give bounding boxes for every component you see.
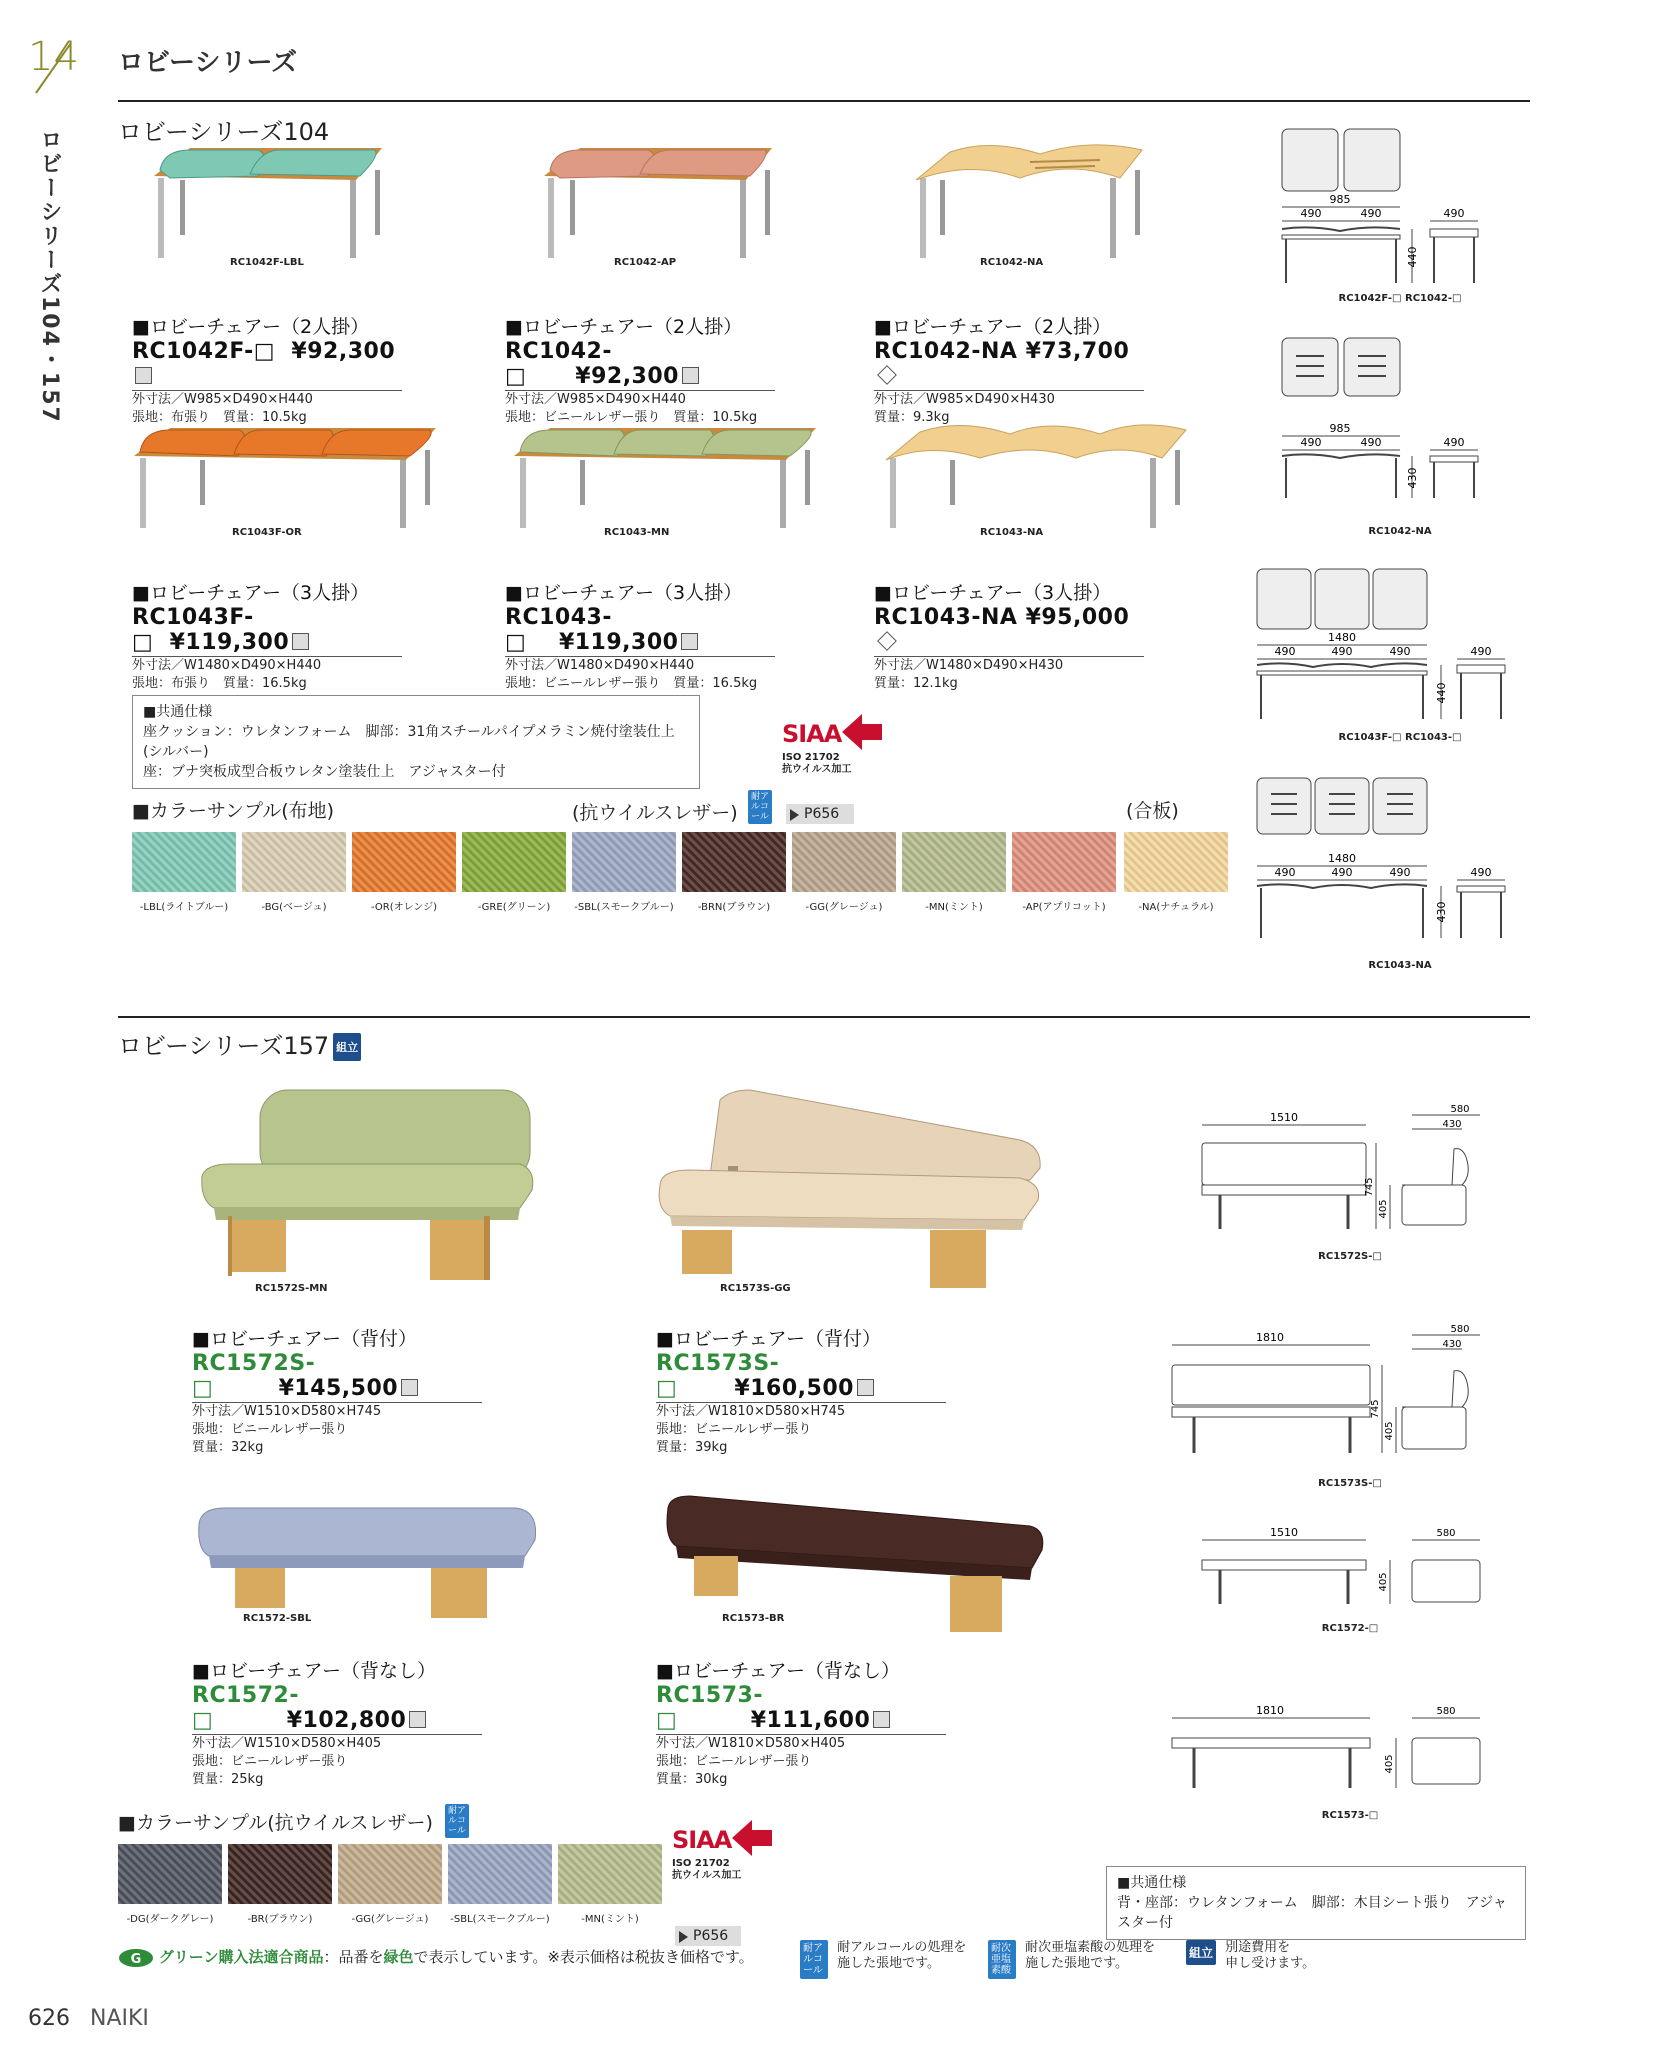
color-label-fabric: ■カラーサンプル(布地) <box>132 800 335 822</box>
model-label-1: RC1042F-LBL <box>230 257 304 268</box>
page-number: 626 <box>28 2006 70 2031</box>
product-name: ■ロビーチェアー（背なし） <box>656 1660 901 1682</box>
color-swatch <box>558 1844 662 1904</box>
swatch-caption: -BRN(ブラウン) <box>697 902 771 913</box>
model-label-3: RC1042-NA <box>980 257 1044 268</box>
ref-tag-157[interactable]: P656 <box>675 1926 741 1946</box>
color-label-157: ■カラーサンプル(抗ウイルスレザー) <box>118 1812 433 1834</box>
product-rc1043 <box>505 578 775 693</box>
product-rc1573s <box>656 1324 946 1457</box>
product-code <box>192 1351 482 1401</box>
dim-h: 745 <box>1370 1399 1381 1419</box>
common-spec-104 <box>132 695 700 789</box>
spec-dimensions: 外寸法／W1510×D580×H745 <box>192 1404 382 1419</box>
image-rc1043f-or <box>130 420 440 530</box>
diagram-rc1572 <box>1190 1520 1520 1610</box>
square-mark-icon <box>682 367 699 384</box>
assembly-legend-badge: 組立 <box>1186 1940 1216 1965</box>
green-lead: グリーン購入法適合商品 <box>158 1948 324 1966</box>
diagram-rc1042f <box>1260 125 1530 305</box>
diagram-caption-157-4: RC1573-□ <box>1321 1810 1379 1821</box>
square-mark-icon <box>135 367 152 384</box>
swatch-caption: -MN(ミント) <box>925 902 983 913</box>
model-label-157-3: RC1572-SBL <box>243 1613 312 1624</box>
product-name: ■ロビーチェアー（2人掛） <box>505 316 743 338</box>
color-swatch <box>228 1844 332 1904</box>
spec-dimensions: 外寸法／W985×D490×H430 <box>874 392 1055 407</box>
image-rc1043-mn <box>510 420 820 530</box>
diagram-rc1573s <box>1160 1325 1520 1465</box>
spec-material: 張地：ビニールレザー張り 質量：10.5kg <box>505 410 758 425</box>
dim-d2: 490 <box>1360 436 1382 449</box>
spec-material: 張地：ビニールレザー張り <box>192 1754 348 1769</box>
alcohol-legend-badge: 耐アルコール <box>800 1940 828 1979</box>
spec-dimensions: 外寸法／W985×D490×H440 <box>132 392 313 407</box>
common-spec-title: ■共通仕様 <box>143 704 213 720</box>
dim-hs: 405 <box>1378 1572 1389 1592</box>
color-swatch <box>1012 832 1116 892</box>
dim-d1: 490 <box>1300 436 1322 449</box>
square-mark-icon <box>409 1711 426 1728</box>
green-purchase-note <box>118 1946 754 1968</box>
swatch-caption: -GG(グレージュ) <box>351 1914 429 1925</box>
page-title: ロビーシリーズ <box>118 48 298 78</box>
swatch-caption: -GG(グレージュ) <box>805 902 883 913</box>
assembly-legend <box>1186 1940 1346 1972</box>
model-label-157-4: RC1573-BR <box>722 1613 785 1624</box>
dim-seat: 430 <box>1442 1119 1462 1130</box>
image-rc1042f-lbl <box>150 140 390 265</box>
green-text-a: ：品番を <box>323 1948 384 1966</box>
product-name: ■ロビーチェアー（3人掛） <box>505 582 743 604</box>
dim-w: 985 <box>1329 193 1351 206</box>
dim-h: 745 <box>1364 1177 1375 1197</box>
swatch-caption: -OR(オレンジ) <box>370 902 437 913</box>
green-g-icon <box>118 1948 154 1968</box>
diamond-mark-icon <box>877 631 897 651</box>
diagram-caption-157-1: RC1572S-□ <box>1318 1251 1382 1262</box>
dim-w: 1510 <box>1270 1526 1298 1539</box>
swatch-caption: -MN(ミント) <box>581 1914 639 1925</box>
price: ¥111,600 <box>750 1708 871 1733</box>
color-swatch <box>242 832 346 892</box>
spec-material: 張地：ビニールレザー張り <box>656 1754 812 1769</box>
assembly-badge: 組立 <box>333 1033 361 1061</box>
image-rc1042-na <box>910 140 1150 265</box>
dim-h: 440 <box>1406 246 1419 268</box>
siaa-block-104 <box>782 720 902 776</box>
color-swatch <box>682 832 786 892</box>
swatch-caption: -SBL(スモークブルー) <box>450 1914 550 1925</box>
product-name: ■ロビーチェアー（2人掛） <box>874 316 1112 338</box>
price: ¥92,300 <box>575 364 679 389</box>
code: RC1042-□ <box>505 339 612 389</box>
code: RC1043F-□ <box>132 605 254 655</box>
dim-h: 430 <box>1406 467 1419 489</box>
color-swatch <box>118 1844 222 1904</box>
price: ¥92,300 <box>291 339 396 364</box>
product-name: ■ロビーチェアー（背付） <box>192 1328 418 1350</box>
dim-h: 430 <box>1435 901 1448 923</box>
price: ¥95,000 <box>1025 605 1130 630</box>
spec-material: 張地：ビニールレザー張り <box>656 1422 812 1437</box>
product-rc1042f <box>132 312 402 427</box>
color-swatch <box>352 832 456 892</box>
dim-depth: 580 <box>1450 1105 1470 1115</box>
model-label-6: RC1043-NA <box>980 527 1044 538</box>
diagram-rc1572s <box>1190 1105 1520 1235</box>
code: RC1572S-□ <box>192 1351 316 1401</box>
image-rc1042-ap <box>540 140 780 265</box>
color-label-plywood: (合板) <box>1126 800 1179 822</box>
chapter-number: 14 <box>28 34 79 80</box>
dim-w: 1510 <box>1270 1111 1298 1124</box>
spec-weight: 質量：32kg <box>192 1440 264 1455</box>
price: ¥119,300 <box>169 630 290 655</box>
diamond-mark-icon <box>877 365 897 385</box>
dim-w: 1480 <box>1328 852 1356 865</box>
dim-d1: 490 <box>1300 207 1322 220</box>
dim-depth: 580 <box>1436 1706 1456 1717</box>
square-mark-icon <box>401 1379 418 1396</box>
model-label-5: RC1043-MN <box>604 527 670 538</box>
code: RC1043-□ <box>505 605 612 655</box>
product-code <box>656 1683 946 1733</box>
swatch-caption: -BR(ブラウン) <box>247 1914 313 1925</box>
model-label-157-1: RC1572S-MN <box>255 1283 328 1294</box>
product-rc1042-na <box>874 312 1144 427</box>
alcohol-badge-icon: 耐アルコール <box>445 1804 469 1838</box>
color-swatch <box>132 832 236 892</box>
square-mark-icon <box>292 633 309 650</box>
series157-title-text: ロビーシリーズ157 <box>118 1032 330 1060</box>
diagram-rc1043-na <box>1245 770 1530 950</box>
common-spec-title: ■共通仕様 <box>1117 1875 1187 1891</box>
alcohol-badge-icon: 耐アルコール <box>748 790 772 824</box>
product-code <box>132 605 402 655</box>
diagram-rc1043f <box>1245 565 1530 735</box>
code: RC1042-NA <box>874 339 1018 364</box>
common-spec-157 <box>1106 1866 1526 1940</box>
dim-depth: 580 <box>1436 1528 1456 1539</box>
image-rc1573s-gg <box>650 1080 1050 1290</box>
dim-d2: 490 <box>1331 866 1353 879</box>
diagram-caption-4: RC1043-NA <box>1368 960 1432 971</box>
color-swatch <box>338 1844 442 1904</box>
color-swatch <box>792 832 896 892</box>
product-name: ■ロビーチェアー（3人掛） <box>132 582 370 604</box>
dim-d2: 490 <box>1360 207 1382 220</box>
product-code <box>192 1683 482 1733</box>
dim-w: 985 <box>1329 422 1351 435</box>
code: RC1042F-□ <box>132 339 276 364</box>
dim-hs: 405 <box>1384 1754 1395 1774</box>
spec-weight: 質量：30kg <box>656 1772 728 1787</box>
model-label-4: RC1043F-OR <box>232 527 302 538</box>
swatch-caption: -BG(ベージュ) <box>261 902 327 913</box>
hypochlorous-legend-badge: 耐次亜塩素酸 <box>988 1940 1016 1979</box>
alcohol-badge-157 <box>445 1804 469 1838</box>
dim-w: 1480 <box>1328 631 1356 644</box>
siaa-label: 抗ウイルス加工 <box>672 1870 742 1881</box>
product-code <box>874 605 1144 655</box>
product-rc1042 <box>505 312 775 427</box>
alcohol-note-a: 耐アルコールの処理を <box>837 1940 967 1955</box>
svg-text:G: G <box>130 1951 142 1967</box>
spec-dimensions: 外寸法／W1480×D490×H440 <box>505 658 695 673</box>
green-word: 緑色 <box>383 1948 414 1966</box>
swatch-caption: -NA(ナチュラル) <box>1138 902 1214 913</box>
product-rc1043-na <box>874 578 1144 693</box>
diagram-caption-1: RC1042F-□ RC1042-□ <box>1338 293 1462 304</box>
hypochlorous-note-b: 施した張地です。 <box>1025 1956 1129 1971</box>
dim-d1: 490 <box>1274 645 1296 658</box>
product-name: ■ロビーチェアー（背付） <box>656 1328 882 1350</box>
diagram-caption-3: RC1043F-□ RC1043-□ <box>1338 732 1462 743</box>
spec-material: 張地：ビニールレザー張り <box>192 1422 348 1437</box>
spec-dimensions: 外寸法／W1810×D580×H405 <box>656 1736 846 1751</box>
alcohol-badge-104 <box>748 790 772 824</box>
product-name: ■ロビーチェアー（3人掛） <box>874 582 1112 604</box>
common-spec-line1: 座クッション：ウレタンフォーム 脚部：31角スチールパイプメラミン焼付塗装仕上(シルバー) <box>143 724 675 760</box>
price: ¥160,500 <box>734 1376 854 1401</box>
dim-d1: 490 <box>1274 866 1296 879</box>
siaa-label: 抗ウイルス加工 <box>782 764 852 775</box>
code: RC1573S-□ <box>656 1351 780 1401</box>
price: ¥102,800 <box>286 1708 407 1733</box>
green-text-b: で表示しています。※表示価格は税抜き価格です。 <box>413 1948 754 1966</box>
siaa-arrow-icon <box>732 1820 772 1856</box>
siaa-iso: ISO 21702 <box>782 752 840 763</box>
diagram-caption-2: RC1042-NA <box>1368 526 1432 537</box>
code: RC1573-□ <box>656 1683 763 1733</box>
spec-dimensions: 外寸法／W1480×D490×H430 <box>874 658 1064 673</box>
spec-weight: 質量：39kg <box>656 1440 728 1455</box>
swatch-caption: -LBL(ライトブルー) <box>139 902 229 913</box>
swatch-caption: -SBL(スモークブルー) <box>574 902 674 913</box>
product-name: ■ロビーチェアー（背なし） <box>192 1660 437 1682</box>
dim-w: 1810 <box>1256 1331 1284 1344</box>
price: ¥119,300 <box>558 630 679 655</box>
header-rule <box>118 100 1530 102</box>
dim-depth: 490 <box>1470 866 1492 879</box>
color-swatch <box>902 832 1006 892</box>
price: ¥73,700 <box>1025 339 1130 364</box>
dim-depth: 580 <box>1450 1325 1470 1335</box>
dim-h: 440 <box>1435 682 1448 704</box>
spec-dimensions: 外寸法／W985×D490×H440 <box>505 392 686 407</box>
diagram-caption-157-2: RC1573S-□ <box>1318 1478 1382 1489</box>
model-label-157-2: RC1573S-GG <box>720 1283 791 1294</box>
section-rule <box>118 1016 1530 1018</box>
image-rc1043-na <box>880 420 1190 530</box>
siaa-block-157 <box>672 1826 792 1882</box>
spec-material: 張地：布張り 質量：10.5kg <box>132 410 307 425</box>
product-code <box>505 605 775 655</box>
spec-dimensions: 外寸法／W1480×D490×H440 <box>132 658 322 673</box>
dim-seat: 430 <box>1442 1339 1462 1350</box>
code: RC1043-NA <box>874 605 1018 630</box>
common-spec-line2: 座：ブナ突板成型合板ウレタン塗装仕上 アジャスター付 <box>143 764 506 780</box>
spec-weight: 質量：9.3kg <box>874 410 950 425</box>
square-mark-icon <box>873 1711 890 1728</box>
spec-dimensions: 外寸法／W1810×D580×H745 <box>656 1404 846 1419</box>
image-rc1573-br <box>660 1490 1050 1640</box>
brand-name: NAIKI <box>90 2006 149 2031</box>
product-name: ■ロビーチェアー（2人掛） <box>132 316 370 338</box>
product-code <box>505 339 775 389</box>
common-spec-line1: 背・座部：ウレタンフォーム 脚部：木目シート張り アジャスター付 <box>1117 1895 1507 1931</box>
diagram-caption-157-3: RC1572-□ <box>1321 1623 1379 1634</box>
swatch-caption: -AP(アプリコット) <box>1022 902 1106 913</box>
spec-dimensions: 外寸法／W1510×D580×H405 <box>192 1736 382 1751</box>
dim-d3: 490 <box>1389 645 1411 658</box>
assembly-note-b: 申し受けます。 <box>1225 1956 1316 1971</box>
product-code <box>874 339 1144 389</box>
image-rc1572-sbl <box>195 1500 545 1630</box>
siaa-logo: SIAA <box>672 1826 732 1854</box>
siaa-iso: ISO 21702 <box>672 1858 730 1869</box>
series104-title: ロビーシリーズ104 <box>118 118 330 146</box>
spec-weight: 質量：12.1kg <box>874 676 958 691</box>
hypochlorous-legend <box>988 1940 1208 1979</box>
spec-material: 張地：ビニールレザー張り 質量：16.5kg <box>505 676 758 691</box>
product-rc1572s <box>192 1324 482 1457</box>
siaa-logo: SIAA <box>782 720 842 748</box>
color-label-leather: (抗ウイルスレザー) <box>572 802 738 824</box>
dim-depth: 490 <box>1470 645 1492 658</box>
diagram-rc1573 <box>1160 1698 1520 1798</box>
product-rc1573 <box>656 1656 946 1789</box>
swatch-caption: -DG(ダークグレー) <box>126 1914 214 1925</box>
series157-title <box>118 1026 361 1061</box>
hypochlorous-note-a: 耐次亜塩素酸の処理を <box>1025 1940 1156 1955</box>
dim-depth: 490 <box>1443 436 1465 449</box>
spec-weight: 質量：25kg <box>192 1772 264 1787</box>
swatch-caption: -GRE(グリーン) <box>477 902 551 913</box>
siaa-arrow-icon <box>842 714 882 750</box>
code: RC1572-□ <box>192 1683 299 1733</box>
product-code <box>132 339 402 389</box>
dim-d2: 490 <box>1331 645 1353 658</box>
square-mark-icon <box>857 1379 874 1396</box>
spec-material: 張地：布張り 質量：16.5kg <box>132 676 307 691</box>
assembly-note-a: 別途費用を <box>1225 1940 1291 1955</box>
model-label-2: RC1042-AP <box>614 257 677 268</box>
price: ¥145,500 <box>278 1376 399 1401</box>
dim-d3: 490 <box>1389 866 1411 879</box>
dim-w: 1810 <box>1256 1704 1284 1717</box>
product-rc1572 <box>192 1656 482 1789</box>
square-mark-icon <box>681 633 698 650</box>
color-swatch <box>462 832 566 892</box>
dim-hs: 405 <box>1378 1199 1389 1219</box>
diagram-rc1042-na <box>1260 330 1530 510</box>
alcohol-legend <box>800 1940 1020 1979</box>
product-rc1043f <box>132 578 402 693</box>
dim-hs: 405 <box>1384 1421 1395 1441</box>
color-swatch <box>572 832 676 892</box>
alcohol-note-b: 施した張地です。 <box>837 1956 941 1971</box>
product-code <box>656 1351 946 1401</box>
image-rc1572s-mn <box>200 1080 540 1290</box>
color-swatch <box>1124 832 1228 892</box>
ref-tag-104[interactable]: P656 <box>786 804 854 824</box>
color-swatch <box>448 1844 552 1904</box>
dim-depth: 490 <box>1443 207 1465 220</box>
side-series-label: ロビーシリーズ104・157 <box>37 128 62 424</box>
